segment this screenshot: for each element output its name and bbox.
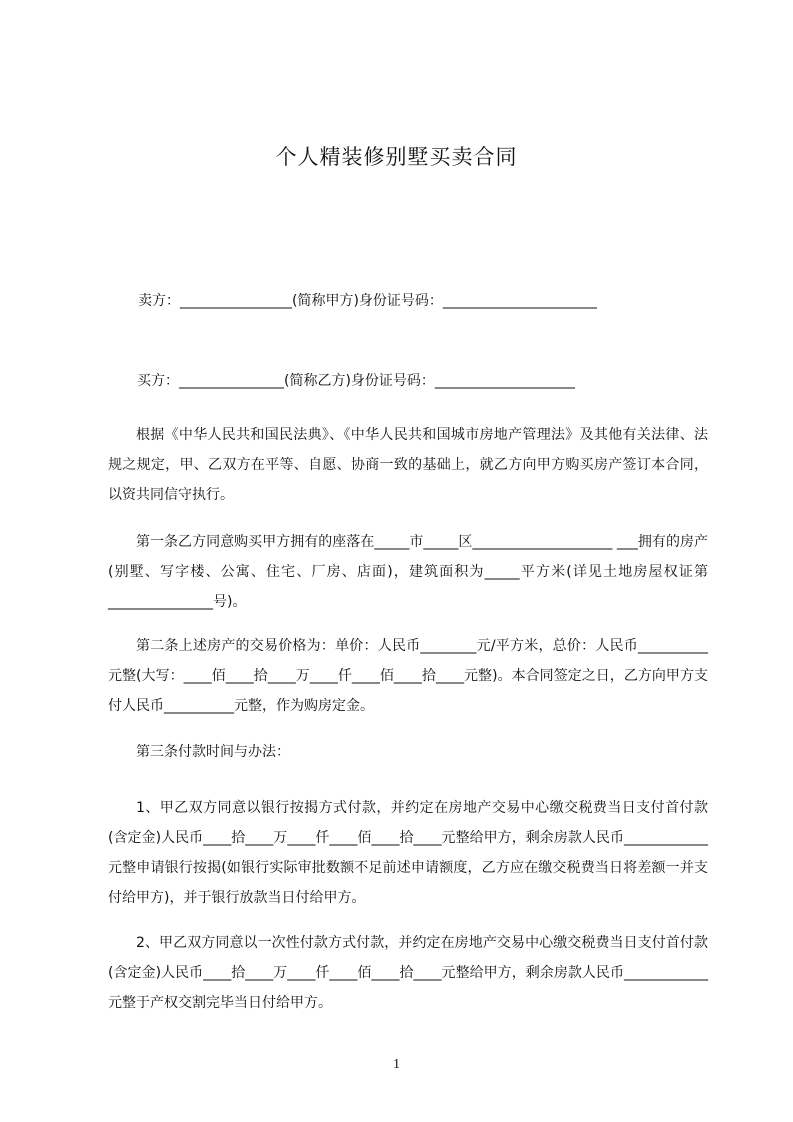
payment-option-1-text: 1、甲乙双方同意以银行按揭方式付款，并约定在房地产交易中心缴交税费当日支付首付款(含定金)人民币____拾____万____仟____佰____拾____元整给甲方，剩余房款人民币____________元整申请银行按揭(如银行实际审批数额不足前述申请额度，乙方应在缴交税费当日将差额一并支付给甲方)，并于银行放款当日付给甲方。 [108,800,708,906]
article-1-paragraph [108,527,708,617]
article-3-paragraph [108,737,708,767]
payment-option-2-text: 2、甲乙双方同意以一次性付款方式付款，并约定在房地产交易中心缴交税费当日支付首付款(含定金)人民币____拾____万____仟____佰____拾____元整给甲方，剩余房款人民币____________元整于产权交割完毕当日付给甲方。 [108,935,708,1011]
document-title: 个人精装修别墅买卖合同 [275,145,518,169]
article-2-paragraph [108,631,708,721]
preamble-text: 根据《中华人民共和国民法典》、《中华人民共和国城市房地产管理法》及其他有关法律、法规之规定，甲、乙双方在平等、自愿、协商一致的基础上，就乙方向甲方购买房产签订本合同，以资共同信守执行。 [108,427,708,503]
payment-option-1-paragraph [108,793,708,913]
payment-option-2-paragraph [108,928,708,1018]
article-3-text: 第三条付款时间与办法： [136,744,290,760]
article-2-text: 第二条上述房产的交易价格为：单价：人民币________元/平方米，总价：人民币__________元整(大写：____佰____拾____万____仟____佰____拾____元整)。本合同签定之日，乙方向甲方支付人民币__________元整，作为购房定金。 [108,638,708,714]
seller-line: 卖方：________________(简称甲方)身份证号码：______________________ [138,293,597,309]
article-1-text: 第一条乙方同意购买甲方拥有的座落在_____市_____区____________________ ___拥有的房产(别墅、写字楼、公寓、住宅、厂房、店面)，建筑面积为_____平方米(详见土地房屋权证第_______________号)。 [108,534,708,610]
preamble-paragraph [108,420,708,510]
page-number: 1 [393,1057,400,1072]
buyer-line: 买方：_______________(简称乙方)身份证号码：____________________ [137,373,575,389]
